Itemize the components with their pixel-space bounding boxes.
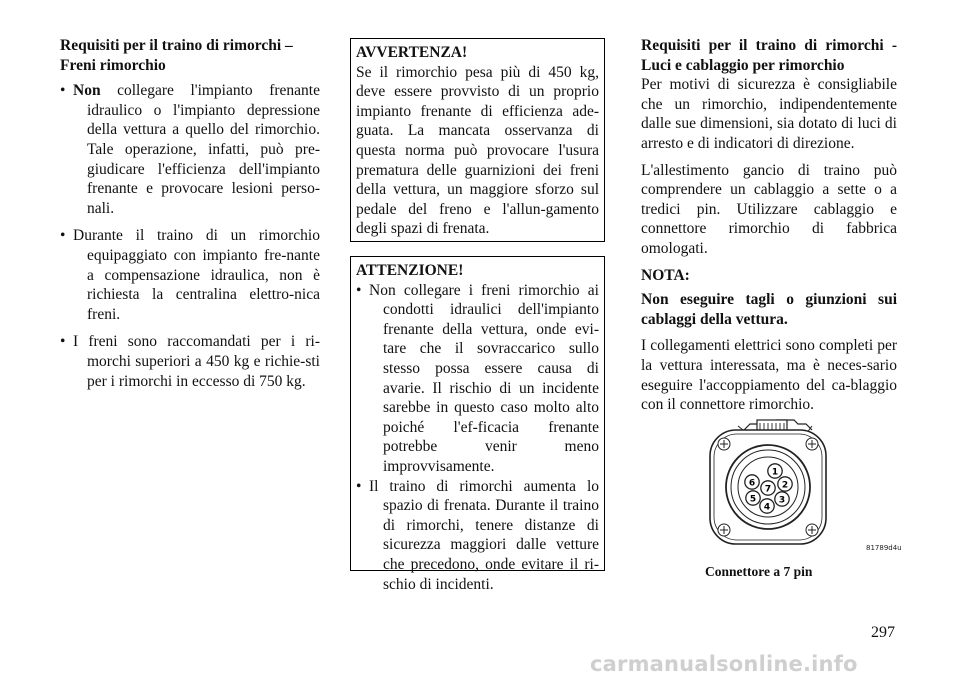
- paragraph: Per motivi di sicurezza è consigliabile che un rimorchio, indipendentemente dalle sue dimensioni, sia dotato di luci di arresto e di indicatori di direzione.: [641, 76, 897, 152]
- pin-3: [775, 492, 789, 506]
- pin-4: [760, 499, 774, 513]
- brakes-list: [60, 81, 320, 391]
- svg-text:6: 6: [748, 478, 756, 489]
- svg-text:1: 1: [771, 467, 779, 478]
- section-heading-lights: Requisiti per il traino di rimorchi - Luci e cablaggio per rimorchio: [641, 37, 897, 74]
- list-item-text: • Non collegare i freni rimorchio ai condotti idraulici dell'impianto frenante della vettura, onde evi-tare che il sovraccarico sullo stesso possa essere causa di avarie. Il rischio di un incidente sarebbe in questo caso molto alto poiché l'ef-ficacia frenante potrebbe venir meno improvvisamente.: [369, 281, 599, 475]
- list-item-text: collegare l'impianto frenante idraulico o l'impianto depressione della vettura a quello del rimorchio. Tale operazione, infatti, può pre-giudicare l'efficienza dell'impianto frenante e provocare lesioni perso-nali.: [87, 82, 320, 217]
- page-number: 297: [871, 624, 895, 641]
- watermark: carmanualsonline.info: [590, 652, 858, 676]
- screw-icon: [718, 438, 730, 450]
- note-text: Non eseguire tagli o giunzioni sui cablaggi della vettura.: [641, 291, 897, 328]
- figure-caption: Connettore a 7 pin: [705, 564, 813, 579]
- caution-list: [356, 281, 599, 595]
- screw-icon: [718, 524, 730, 536]
- svg-text:5: 5: [749, 494, 757, 505]
- caution-title: ATTENZIONE!: [356, 262, 464, 279]
- list-item: [60, 332, 320, 391]
- figure-code: 81789d4u: [866, 544, 902, 552]
- svg-text:7: 7: [764, 484, 772, 495]
- screw-icon: [806, 438, 818, 450]
- section-heading-brakes: Requisiti per il traino di rimorchi – Freni rimorchio: [60, 37, 293, 74]
- pin-1: [768, 464, 782, 478]
- emphasis: Non: [73, 82, 101, 100]
- list-item-text: • Il traino di rimorchi aumenta lo spazio di frenata. Durante il traino di rimorchi, tenere distanze di sicurezza maggiori dalle vetture che precedono, onde evitare il ri-schio di incidenti.: [369, 477, 599, 593]
- pin-2: [778, 477, 792, 491]
- list-item: [356, 477, 599, 595]
- note-label: NOTA:: [641, 266, 690, 284]
- svg-text:3: 3: [778, 495, 786, 506]
- warning-text: Se il rimorchio pesa più di 450 kg, deve essere provvisto di un proprio impianto frenante di efficienza ade-guata. La mancata osservanza di questa norma può provocare l'usura prematura delle guarnizioni dei freni della vettura, un maggiore sforzo sul pedale del freno e l'allun-gamento degli spazi di frenata.: [356, 63, 599, 238]
- pin-5: [746, 491, 760, 505]
- pin-7: [761, 481, 775, 495]
- warning-box: [350, 38, 605, 242]
- pin-6: [745, 475, 759, 489]
- left-column: [60, 36, 320, 391]
- list-item-text: • I freni sono raccomandati per i ri-morchi superiori a 450 kg e richie-sti per i rimorchi in eccesso di 750 kg.: [73, 333, 320, 390]
- svg-text:2: 2: [781, 480, 789, 491]
- right-column: [641, 36, 897, 422]
- caution-box: [350, 256, 605, 593]
- screw-icon: [806, 524, 818, 536]
- list-item-text: • Durante il traino di un rimorchio equipaggiato con impianto fre-nante a compensazione idraulica, non è richiesta la centralina elettro-nica freni.: [73, 227, 320, 323]
- svg-text:4: 4: [763, 502, 771, 513]
- list-item: [356, 281, 599, 477]
- seven-pin-connector-illustration: [702, 416, 902, 556]
- paragraph: L'allestimento gancio di traino può comprendere un cablaggio a sette o a tredici pin. Utilizzare cablaggio e connettore rimorchio di fabbrica omologati.: [641, 161, 897, 257]
- warning-title: AVVERTENZA!: [356, 44, 468, 61]
- list-item: [60, 226, 320, 324]
- list-item: [60, 81, 320, 218]
- paragraph: I collegamenti elettrici sono completi per la vettura interessata, ma è neces-sario eseguire l'accoppiamento del ca-blaggio con il connettore rimorchio.: [641, 337, 897, 414]
